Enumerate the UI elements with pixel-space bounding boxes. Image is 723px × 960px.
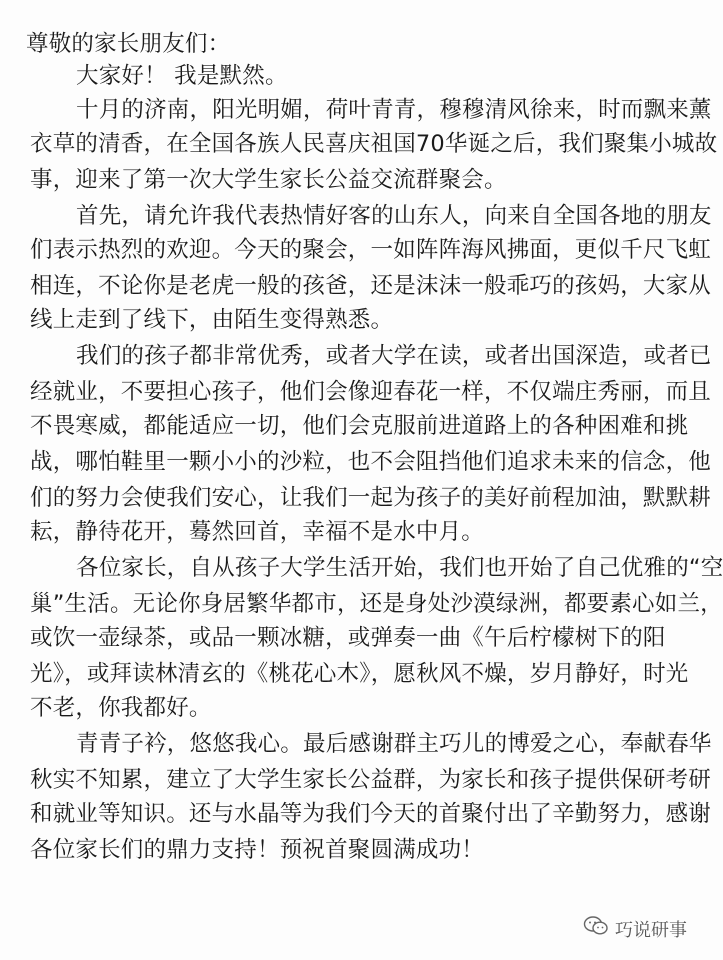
paragraph-5-line-2: 秋实不知累，建立了大学生家长公益群，为家长和孩子提供保研考研 [30, 767, 712, 793]
paragraph-4-line-5: 不老，你我都好。 [30, 695, 212, 721]
paragraph-5-line-4: 各位家长们的鼎力支持！预祝首聚圆满成功！ [30, 837, 485, 863]
paragraph-1-line-2: 衣草的清香，在全国各族人民喜庆祖国70华诞之后，我们聚集小城故 [30, 131, 718, 157]
account-watermark [583, 915, 687, 942]
wechat-official-account-icon [583, 915, 609, 942]
letter-greeting: 大家好！ 我是默然。 [76, 63, 288, 89]
paragraph-1-line-1: 十月的济南，阳光明媚，荷叶青青，穆穆清风徐来，时而飘来薰 [76, 97, 712, 123]
paragraph-4-line-4: 光》，或拜读林清玄的《桃花心木》，愿秋风不燥，岁月静好，时光 [30, 661, 689, 687]
paragraph-2-line-4: 线上走到了线下，由陌生变得熟悉。 [30, 307, 394, 333]
paragraph-3-line-6: 耘，静待花开，蓦然回首，幸福不是水中月。 [30, 519, 485, 545]
paragraph-3-line-1: 我们的孩子都非常优秀，或者大学在读，或者出国深造，或者已 [76, 343, 712, 369]
paragraph-4-line-2: 巢”生活。无论你身居繁华都市，还是身处沙漠绿洲，都要素心如兰， [30, 591, 723, 617]
paragraph-2-line-1: 首先，请允许我代表热情好客的山东人，向来自全国各地的朋友 [76, 203, 712, 229]
paragraph-5-line-1: 青青子衿，悠悠我心。最后感谢群主巧儿的博爱之心，奉献春华 [76, 731, 712, 757]
paragraph-5-line-3: 和就业等知识。还与水晶等为我们今天的首聚付出了辛勤努力，感谢 [30, 801, 712, 827]
paragraph-2-line-2: 们表示热烈的欢迎。今天的聚会，一如阵阵海风拂面，更似千尺飞虹 [30, 237, 712, 263]
paragraph-4-line-1: 各位家长，自从孩子大学生活开始，我们也开始了自己优雅的“空 [76, 555, 723, 581]
paragraph-4-line-3: 或饮一壶绿茶，或品一颗冰糖，或弹奏一曲《午后柠檬树下的阳 [30, 625, 666, 651]
paragraph-1-line-3: 事，迎来了第一次大学生家长公益交流群聚会。 [30, 167, 507, 193]
paragraph-3-line-4: 战，哪怕鞋里一颗小小的沙粒，也不会阻挡他们追求未来的信念，他 [30, 449, 712, 475]
letter-salutation: 尊敬的家长朋友们： [26, 31, 231, 57]
paragraph-3-line-3: 不畏寒威，都能适应一切，他们会克服前进道路上的各种困难和挑 [30, 413, 689, 439]
paragraph-3-line-2: 经就业，不要担心孩子，他们会像迎春花一样，不仅端庄秀丽，而且 [30, 379, 712, 405]
paragraph-2-line-3: 相连，不论你是老虎一般的孩爸，还是沫沫一般乖巧的孩妈，大家从 [30, 273, 712, 299]
paragraph-3-line-5: 们的努力会使我们安心，让我们一起为孩子的美好前程加油，默默耕 [30, 485, 712, 511]
watermark-label: 巧说研事 [615, 919, 687, 941]
